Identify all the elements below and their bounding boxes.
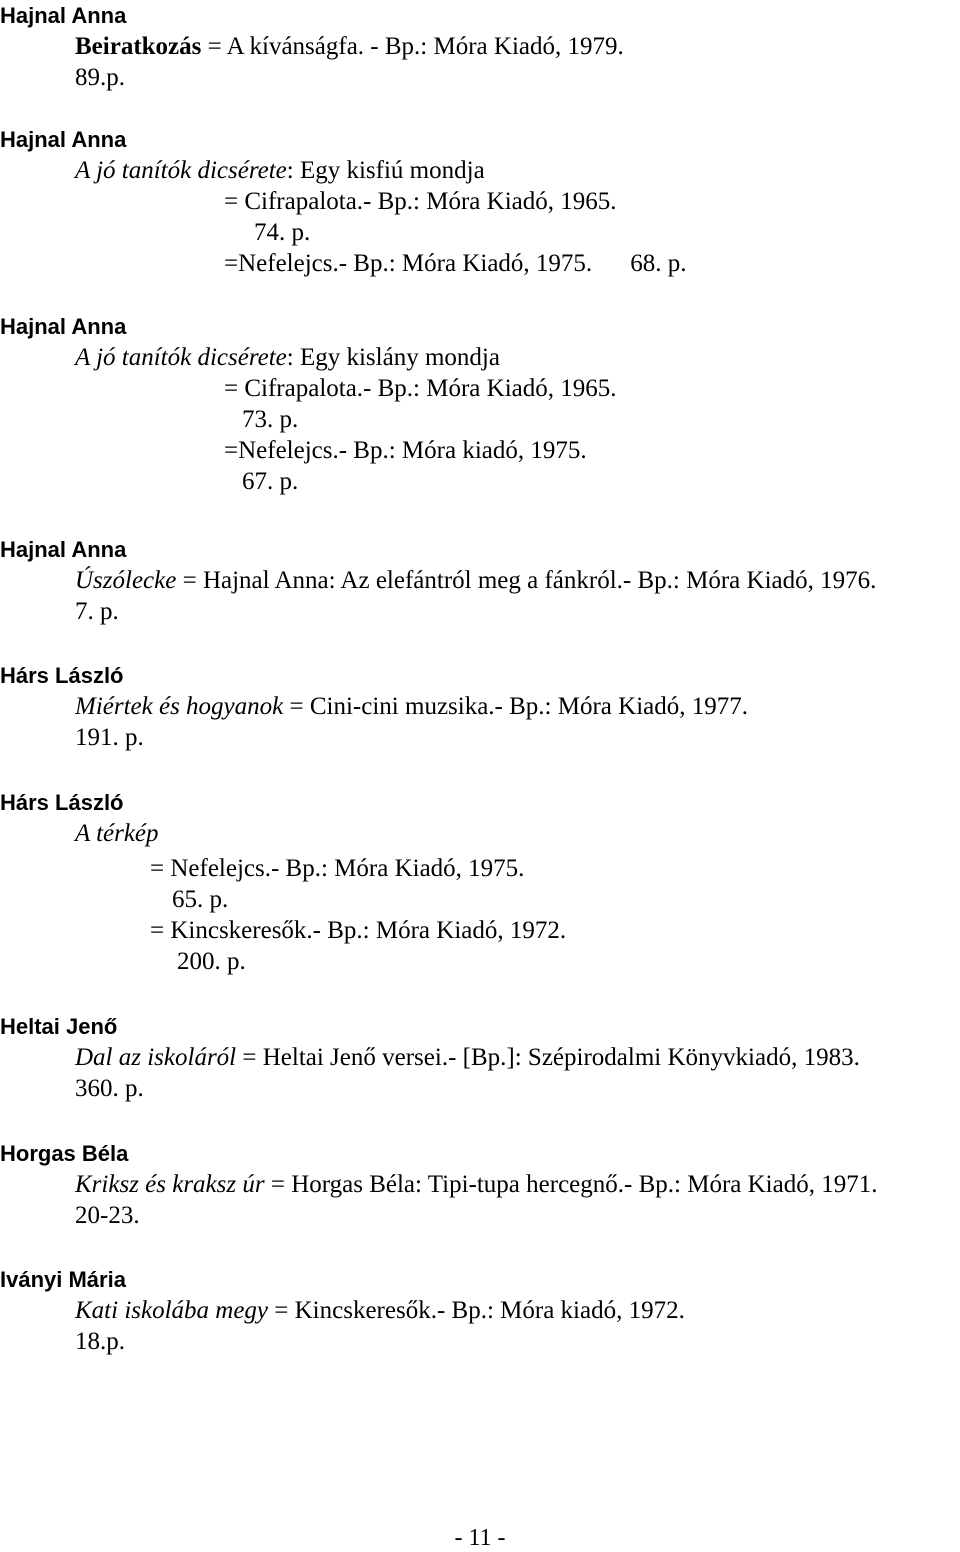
page-number: - 11 - [454, 1525, 506, 1551]
entry-title: Úszólecke [75, 567, 177, 594]
entry-pages: 20-23. [75, 1202, 140, 1229]
entry-subtitle: : Egy kisfiú mondja [286, 157, 485, 184]
entry-source-line: = Kincskeresők.- Bp.: Móra Kiadó, 1972. [150, 917, 567, 944]
entry-citation [75, 31, 624, 62]
entry-author: Hajnal Anna [0, 3, 127, 28]
entry-source-line: = Cifrapalota.- Bp.: Móra Kiadó, 1965. [224, 188, 617, 215]
entry-pages: 200. p. [177, 948, 246, 975]
entry-pages: 74. p. [254, 219, 311, 246]
entry-source: = Kincskeresők.- Bp.: Móra kiadó, 1972. [268, 1297, 685, 1324]
entry-source-line: = Nefelejcs.- Bp.: Móra Kiadó, 1975. [150, 855, 525, 882]
entry-citation [75, 1295, 685, 1326]
entry-author: Hárs László [0, 663, 124, 688]
entry-source: = Horgas Béla: Tipi-tupa hercegnő.- Bp.: Móra Kiadó, 1971. [264, 1171, 878, 1198]
entry-author: Horgas Béla [0, 1141, 129, 1166]
entry-source-line: = Cifrapalota.- Bp.: Móra Kiadó, 1965. [224, 375, 617, 402]
entry-citation [75, 342, 500, 373]
entry-source: = Heltai Jenő versei.- [Bp.]: Szépirodalmi Könyvkiadó, 1983. [236, 1044, 860, 1071]
entry-source: = A kívánságfa. - Bp.: Móra Kiadó, 1979. [201, 33, 624, 60]
entry-author: Heltai Jenő [0, 1014, 118, 1039]
entry-author: Hárs László [0, 790, 124, 815]
entry-title: Kati iskolába megy [75, 1297, 269, 1324]
entry-author: Hajnal Anna [0, 314, 127, 339]
entry-title: Miértek és hogyanok [75, 693, 284, 720]
entry-pages: 7. p. [75, 598, 119, 625]
entry-author: Hajnal Anna [0, 127, 127, 152]
entry-citation [75, 818, 159, 849]
entry-title: Kriksz és kraksz úr [75, 1171, 265, 1198]
entry-citation [75, 565, 876, 596]
entry-source-line: =Nefelejcs.- Bp.: Móra kiadó, 1975. [224, 437, 587, 464]
entry-pages: 73. p. [242, 406, 299, 433]
entry-pages: 67. p. [242, 468, 299, 495]
entry-pages: 360. p. [75, 1075, 144, 1102]
entry-source: =Nefelejcs.- Bp.: Móra Kiadó, 1975. [224, 250, 593, 277]
entry-title: A jó tanítók dicsérete [75, 157, 287, 184]
entry-pages: 18.p. [75, 1328, 125, 1355]
entry-title: Beiratkozás [75, 33, 202, 60]
entry-author: Hajnal Anna [0, 537, 127, 562]
entry-title: Dal az iskoláról [75, 1044, 237, 1071]
entry-citation [75, 691, 748, 722]
entry-subtitle: : Egy kislány mondja [286, 344, 500, 371]
entry-pages: 68. p. [630, 250, 687, 277]
entry-citation [75, 155, 485, 186]
entry-citation [75, 1169, 877, 1200]
entry-source: = Hajnal Anna: Az elefántról meg a fánkról.- Bp.: Móra Kiadó, 1976. [176, 567, 877, 594]
entry-source: = Cini-cini muzsika.- Bp.: Móra Kiadó, 1977. [283, 693, 748, 720]
entry-title: A térkép [75, 820, 159, 847]
entry-author: Iványi Mária [0, 1267, 126, 1292]
entry-pages: 191. p. [75, 724, 144, 751]
entry-source-line [224, 248, 686, 279]
entry-pages: 89.p. [75, 64, 125, 91]
entry-citation [75, 1042, 860, 1073]
entry-pages: 65. p. [172, 886, 229, 913]
entry-title: A jó tanítók dicsérete [75, 344, 287, 371]
